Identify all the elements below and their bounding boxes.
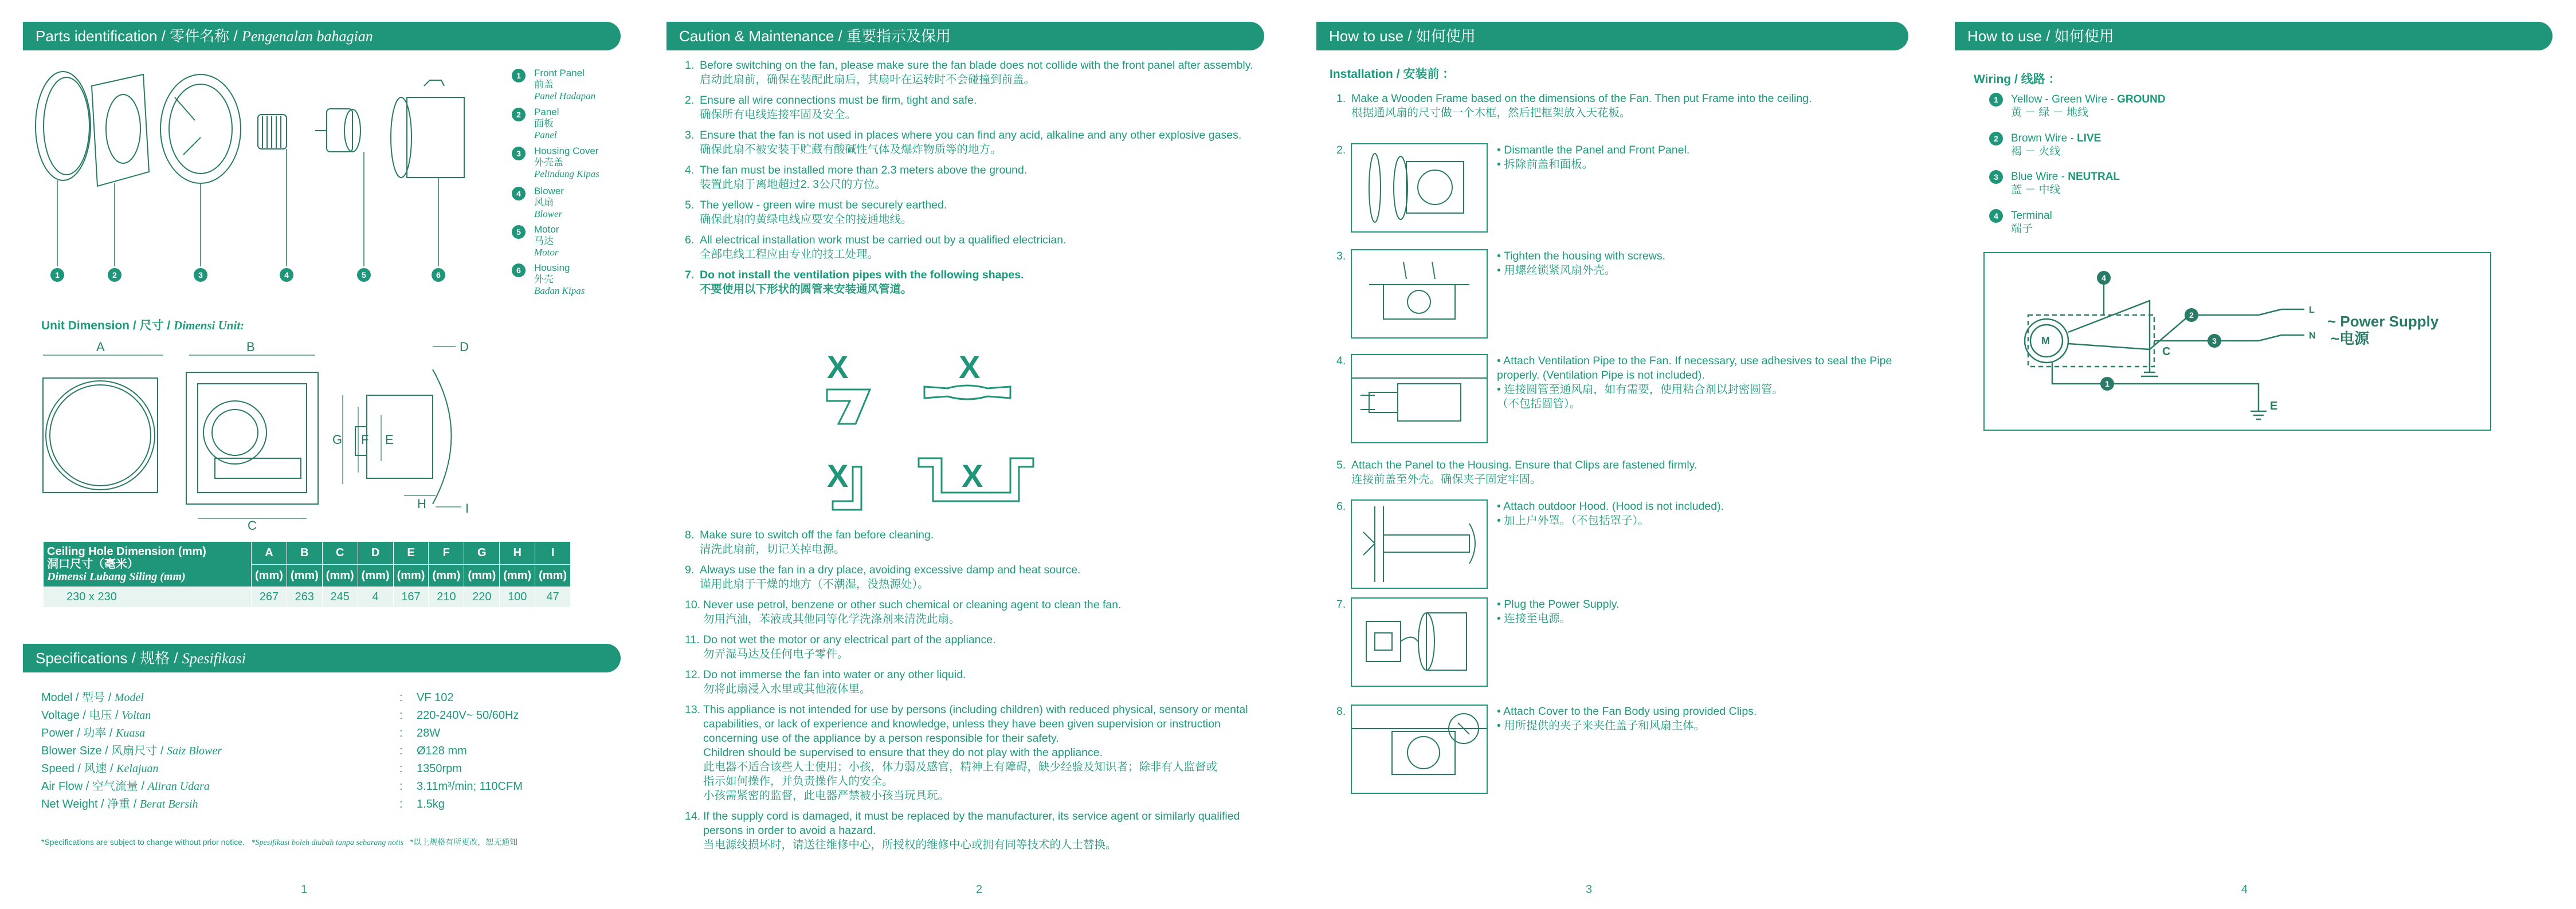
page-number-3: 3 bbox=[1586, 883, 1593, 896]
part-marker-2: 2 bbox=[108, 268, 121, 282]
step-7-illustration bbox=[1351, 597, 1488, 687]
step-1: 1. Make a Wooden Frame based on the dimensions of the Fan. Then put Frame into the ceiling. 根据通风扇的尺寸做一个木框，然后把框架放入天花板。 bbox=[1336, 92, 1812, 119]
ceiling-hole-table: Ceiling Hole Dimension (mm) 洞口尺寸（毫米） Dimensi Lubang Siling (mm) A B C D E F G H I (mm) (mm) (mm) (mm) (mm) (mm) (mm) (mm) (mm) 230 x 230 267 263 245 4 167 210 220 100 47 bbox=[43, 541, 571, 608]
unit-dimension-drawing bbox=[34, 341, 516, 530]
step-2-text: • Dismantle the Panel and Front Panel. • 拆除前盖和面板。 bbox=[1497, 144, 1690, 171]
caution-item-2: 2. Ensure all wire connections must be firm, tight and safe. 确保所有电线连接牢固及安全。 bbox=[685, 94, 977, 121]
step-7-number: 7. bbox=[1336, 598, 1346, 611]
howto-header-4: How to use / 如何使用 bbox=[1955, 22, 2553, 50]
part-marker-1: 1 bbox=[50, 268, 64, 282]
dim-label-h: H bbox=[417, 497, 426, 511]
diagram-marker-4: 4 bbox=[2101, 273, 2106, 282]
legend-marker-4: 4 bbox=[512, 187, 526, 200]
part-marker-3: 3 bbox=[194, 268, 207, 282]
spec-footnote: *Specifications are subject to change without prior notice. *Spesifikasi boleh diubah tanpa sebarang notis *以上规格有所更改，恕无通知 bbox=[41, 837, 518, 847]
caution-item-8: 8. Make sure to switch off the fan before cleaning. 清洗此扇前，切记关掉电源。 bbox=[685, 529, 934, 556]
dim-label-d: D bbox=[460, 341, 469, 354]
wiring-label: Wiring / 线路 ： bbox=[1974, 73, 2061, 86]
step-3-text: • Tighten the housing with screws. • 用螺丝锁紧风扇外壳。 bbox=[1497, 250, 1666, 277]
step-6-illustration bbox=[1351, 499, 1488, 589]
step-8-text: • Attach Cover to the Fan Body using provided Clips. • 用所提供的夹子来夹住盖子和风扇主体。 bbox=[1497, 705, 1757, 732]
step-3-illustration bbox=[1351, 249, 1488, 339]
page-number-2: 2 bbox=[976, 883, 983, 896]
wire-marker-2: 2 bbox=[1989, 132, 2003, 145]
caution-item-10: 10. Never use petrol, benzene or other such chemical or cleaning agent to clean the fan. 勿用汽油，苯液或其他同等化学洗涤剂来清洗此扇。 bbox=[685, 599, 1122, 625]
live-label: L bbox=[2309, 305, 2315, 315]
step-4-number: 4. bbox=[1336, 355, 1346, 367]
caution-item-3: 3. Ensure that the fan is not used in places where you can find any acid, alkaline and any other explosive gases. 确保此扇不被安装于贮藏有酸碱性气体及爆炸物质等的地方。 bbox=[685, 129, 1242, 156]
page-2 bbox=[644, 0, 1288, 909]
caution-item-11: 11. Do not wet the motor or any electrical part of the appliance. 勿弄湿马达及任何电子零件。 bbox=[685, 633, 996, 660]
power-supply-en: ~ Power Supply bbox=[2327, 313, 2439, 330]
parts-header-cn: 零件名称 bbox=[170, 27, 230, 45]
parts-header: Parts identification / 零件名称 / Pengenalan bahagian bbox=[23, 22, 621, 50]
page-4 bbox=[1932, 0, 2576, 909]
step-7-text: • Plug the Power Supply. • 连接至电源。 bbox=[1497, 598, 1620, 625]
table-row: 230 x 230 267 263 245 4 167 210 220 100 47 bbox=[44, 587, 571, 608]
part-marker-4: 4 bbox=[280, 268, 293, 282]
legend-item-1: Front Panel 前盖 Panel Hadapan bbox=[534, 68, 596, 101]
caution-item-1: 1. Before switching on the fan, please make sure the fan blade does not collide with the front panel after assembly. 启动此扇前，确保在装配此扇后，其扇叶在运转时不会碰撞到前盖。 bbox=[685, 59, 1253, 86]
diagram-marker-1: 1 bbox=[2105, 379, 2110, 388]
table-head-label: Ceiling Hole Dimension (mm) 洞口尺寸（毫米） Dimensi Lubang Siling (mm) bbox=[44, 542, 252, 587]
unit-dimension-title: Unit Dimension / 尺寸 / Dimensi Unit: bbox=[41, 318, 245, 332]
caution-item-13: 13. This appliance is not intended for use by persons (including children) with reduced physical, sensory or mental capabilities, or lack of experience and knowledge, unless they have been given supervision or instruction concerning use of the appliance by a person responsible for their safety. Children should be supervised to ensure that they do not play with the appliance. 此电器不适合该些人士使用；小孩，体力弱及感官，精神上有障碍，缺少经验及知识者；除非有人监督或 指示如何操作，并负责操作人的安全。 小孩需紧密的监督，此电器严禁被小孩当玩具玩。 bbox=[685, 703, 1248, 802]
dim-label-c: C bbox=[248, 518, 257, 530]
page-3 bbox=[1288, 0, 1932, 909]
power-supply-cn: ~电源 bbox=[2331, 330, 2370, 347]
caution-item-7: 7. Do not install the ventilation pipes with the following shapes. 不要使用以下形状的圆管来安装通风管道。 bbox=[685, 269, 1024, 296]
dim-label-f: F bbox=[361, 432, 369, 447]
wire-marker-4: 4 bbox=[1989, 209, 2003, 223]
page-1: Parts identification / 零件名称 / Pengenalan bahagian 1 2 3 4 5 6 1 Front Panel 前盖 Panel Hadapan 2 Panel 面板 Panel 3 Housing Cover 外壳盖 Pelindung Kipas 4 Blower 风扇 Blower 5 Motor 马达 Motor 6 Housing 外壳 Badan Kipas Unit Dimension / 尺寸 / Dimensi Unit: A B C D E F G H I Ceiling Hole Dimension (mm) 洞口尺寸（毫米） Dimensi Lubang Siling (mm) A B C D E F G H I (mm) (mm) (mm) (mm) (mm) (mm) (mm) (mm) (mm) 230 x 230 267 263 245 4 167 210 220 100 47 Specifications / 规格 / Spesifikasi Model / 型号 / Model : VF 102 Voltage / 电压 / Voltan : 220-240V~ 50/60Hz Power / 功率 / Kuasa : 28W Blower Size / 风扇尺寸 / Saiz Blower : Ø128 mm Speed / 风速 / Kelajuan : 1350rpm Air Flow / 空气流量 / Aliran Udara : 3.11m³/min; 110CFM Net Weight / 净重 / Berat Bersih : 1.5kg *Specifications are subject to change without prior notice. *Spesifikasi boleh diubah tanpa sebarang notis *以上规格有所更改，恕无通知 1 bbox=[0, 0, 644, 909]
legend-item-5: Motor 马达 Motor bbox=[534, 224, 559, 258]
capacitor-label: C bbox=[2162, 345, 2171, 358]
page-number-1: 1 bbox=[301, 883, 308, 896]
legend-marker-3: 3 bbox=[512, 147, 526, 160]
wire-item-4: Terminal 端子 bbox=[2011, 210, 2052, 235]
x-mark-3: X bbox=[827, 458, 849, 494]
x-mark-4: X bbox=[962, 458, 983, 494]
step-4-illustration bbox=[1351, 354, 1488, 443]
motor-label: M bbox=[2041, 335, 2050, 347]
wire-item-3: Blue Wire - NEUTRAL 蓝 － 中线 bbox=[2011, 171, 2120, 196]
caution-item-12: 12. Do not immerse the fan into water or any other liquid. 勿将此扇浸入水里或其他液体里。 bbox=[685, 668, 966, 695]
diagram-marker-2: 2 bbox=[2189, 310, 2194, 320]
neutral-label: N bbox=[2309, 331, 2316, 341]
step-8-number: 8. bbox=[1336, 705, 1346, 718]
caution-item-4: 4. The fan must be installed more than 2.3 meters above the ground. 装置此扇于离地超过2. 3公尺的方位。 bbox=[685, 164, 1028, 191]
legend-marker-2: 2 bbox=[512, 108, 526, 121]
step-5: 5. Attach the Panel to the Housing. Ensure that Clips are fastened firmly. 连接前盖至外壳。确保夹子固定牢固。 bbox=[1336, 459, 1697, 486]
parts-exploded-drawing bbox=[29, 63, 499, 292]
dim-label-b: B bbox=[246, 341, 255, 354]
earth-label: E bbox=[2270, 400, 2278, 412]
legend-item-2: Panel 面板 Panel bbox=[534, 107, 559, 140]
howto-header-3: How to use / 如何使用 bbox=[1316, 22, 1908, 50]
caution-list-2 bbox=[685, 528, 1248, 852]
wire-item-2: Brown Wire - LIVE 褐 － 火线 bbox=[2011, 132, 2101, 158]
caution-list-1 bbox=[685, 58, 1253, 297]
forbidden-pipe-shapes bbox=[815, 344, 1102, 516]
caution-item-14: 14. If the supply cord is damaged, it must be replaced by the manufacturer, its service agent or similarly qualified persons in order to avoid a hazard. 当电源线损坏时，请送往维修中心，所授权的维修中心或拥有同等技术的人士替换。 bbox=[685, 810, 1240, 851]
caution-item-9: 9. Always use the fan in a dry place, avoiding excessive damp and heat source. 谨用此扇于干燥的地方（不潮湿，没热源处）。 bbox=[685, 564, 1081, 591]
wire-item-1: Yellow - Green Wire - GROUND 黄 － 绿 － 地线 bbox=[2011, 93, 2166, 119]
caution-item-5: 5. The yellow - green wire must be securely earthed. 确保此扇的黄绿电线应要安全的接通地线。 bbox=[685, 199, 947, 226]
page-number-4: 4 bbox=[2241, 883, 2248, 896]
step-2-number: 2. bbox=[1336, 144, 1346, 156]
legend-item-3: Housing Cover 外壳盖 Pelindung Kipas bbox=[534, 145, 599, 179]
dim-label-i: I bbox=[465, 501, 469, 516]
caution-item-6: 6. All electrical installation work must be carried out by a qualified electrician. 全部电线工程应由专业的技工处理。 bbox=[685, 234, 1067, 261]
step-2-illustration bbox=[1351, 143, 1488, 233]
diagram-marker-3: 3 bbox=[2212, 336, 2217, 345]
caution-header: Caution & Maintenance / 重要指示及保用 bbox=[666, 22, 1264, 50]
spec-header: Specifications / 规格 / Spesifikasi bbox=[23, 644, 621, 672]
installation-label: Installation / 安装前 ： bbox=[1330, 68, 1455, 81]
part-marker-5: 5 bbox=[357, 268, 371, 282]
dim-label-g: G bbox=[332, 432, 343, 447]
legend-marker-1: 1 bbox=[512, 69, 526, 82]
step-3-number: 3. bbox=[1336, 250, 1346, 262]
part-marker-6: 6 bbox=[432, 268, 445, 282]
dim-label-e: E bbox=[385, 432, 394, 447]
legend-item-6: Housing 外壳 Badan Kipas bbox=[534, 262, 585, 296]
legend-marker-6: 6 bbox=[512, 263, 526, 277]
parts-header-en: Parts identification bbox=[36, 27, 158, 45]
wiring-diagram bbox=[1983, 252, 2491, 431]
x-mark-1: X bbox=[827, 349, 849, 385]
wire-marker-3: 3 bbox=[1989, 170, 2003, 184]
step-8-illustration bbox=[1351, 705, 1488, 794]
x-mark-2: X bbox=[959, 349, 981, 385]
dim-label-a: A bbox=[96, 341, 105, 354]
step-6-text: • Attach outdoor Hood. (Hood is not included). • 加上户外罩。（不包括罩子）。 bbox=[1497, 500, 1724, 527]
step-6-number: 6. bbox=[1336, 500, 1346, 513]
parts-header-my: Pengenalan bahagian bbox=[241, 28, 373, 45]
wire-marker-1: 1 bbox=[1989, 93, 2003, 107]
legend-item-4: Blower 风扇 Blower bbox=[534, 186, 564, 219]
step-4-text: • Attach Ventilation Pipe to the Fan. If necessary, use adhesives to seal the Pipe properly. (Ventilation Pipe is not included). • 连接圆管至通风扇，如有需要，使用粘合剂以封密圆管。 （不包括圆管）。 bbox=[1497, 355, 1892, 410]
legend-marker-5: 5 bbox=[512, 225, 526, 239]
